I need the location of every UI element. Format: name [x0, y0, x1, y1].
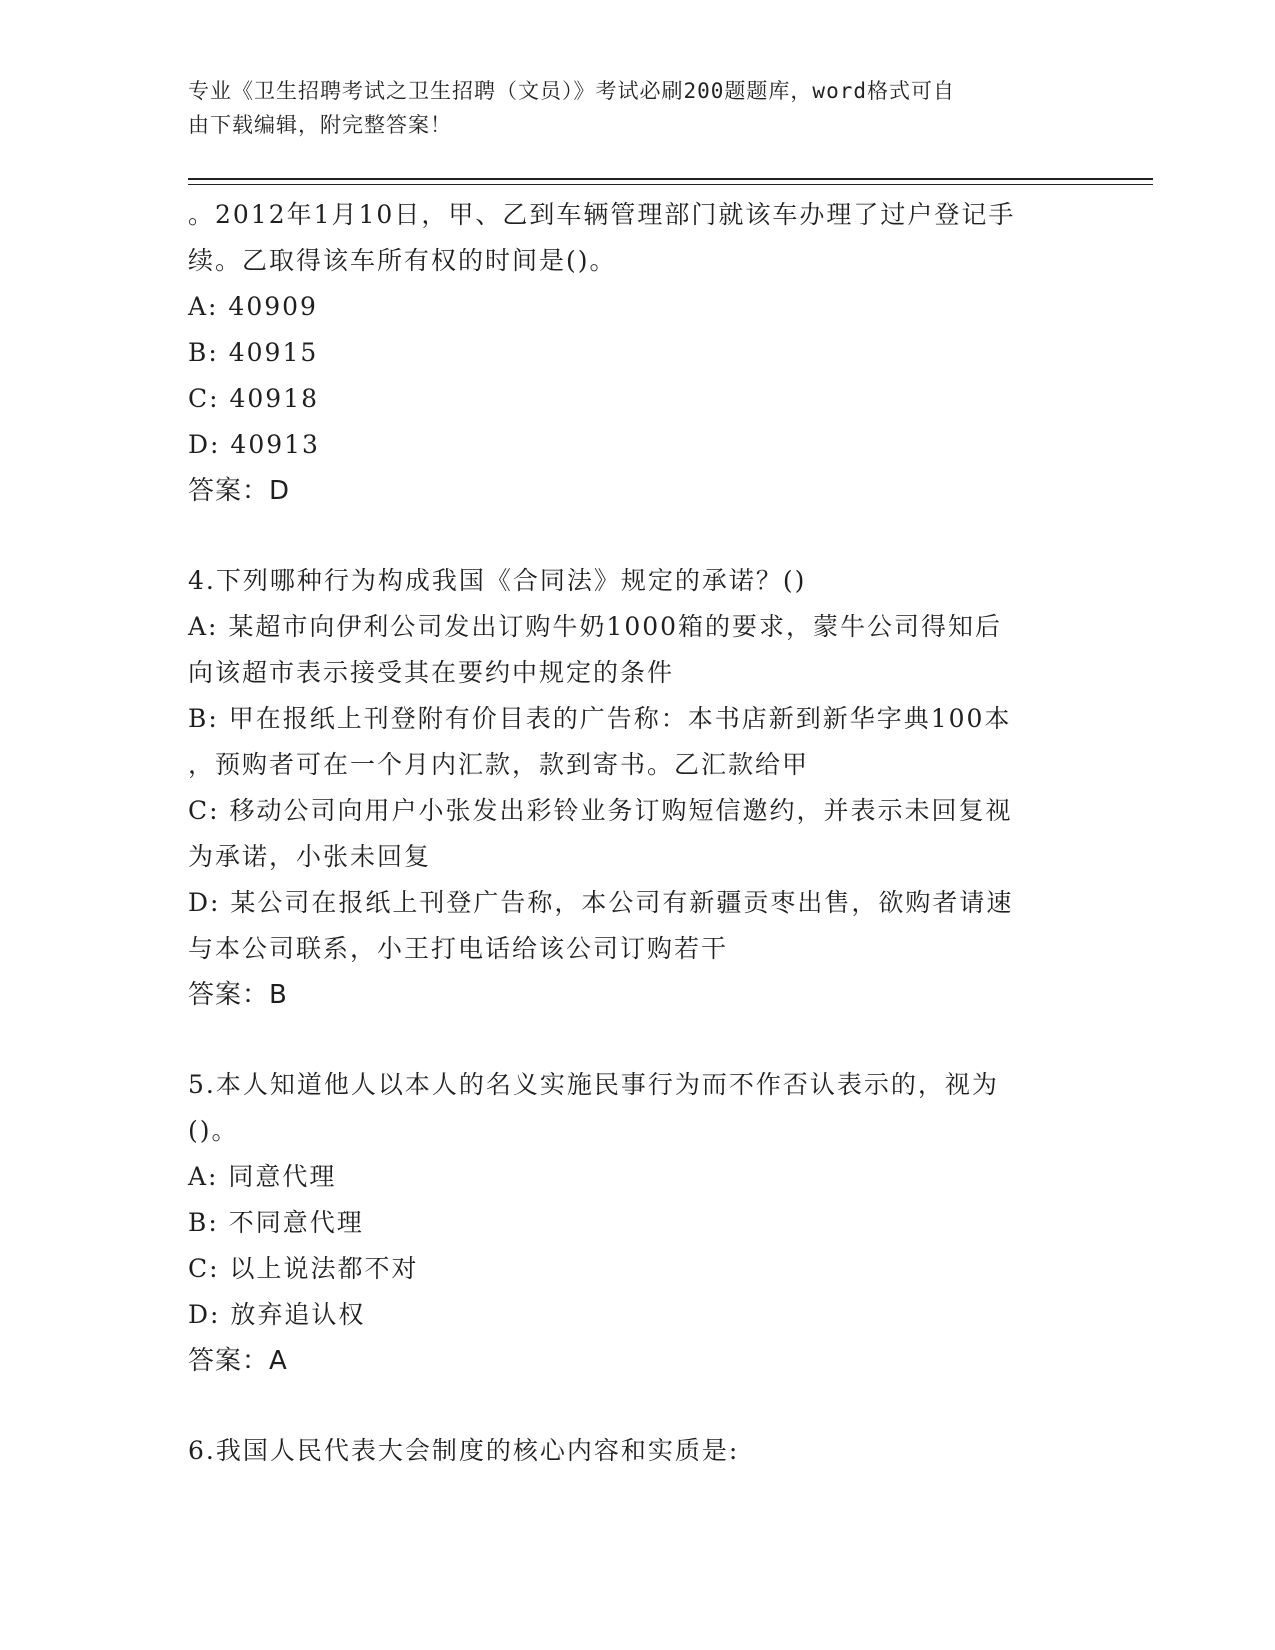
header-line-2: 由下载编辑，附完整答案！	[188, 113, 452, 137]
question-4-option-b-line-2: ，预购者可在一个月内汇款，款到寄书。乙汇款给甲	[188, 750, 810, 779]
question-3-option-a: A: 40909	[188, 292, 318, 321]
question-3-option-d: D: 40913	[188, 430, 320, 459]
question-4-text: 4.下列哪种行为构成我国《合同法》规定的承诺？()	[188, 566, 807, 595]
question-3-block	[188, 192, 1088, 514]
header-line-1: 专业《卫生招聘考试之卫生招聘（文员）》考试必刷200题题库，word格式可自	[188, 79, 955, 103]
question-4-option-b-line-1: B: 甲在报纸上刊登附有价目表的广告称：本书店新到新华字典100本	[188, 704, 1012, 733]
document-body	[188, 192, 1088, 1474]
document-header	[188, 74, 1068, 142]
question-5-text-line-1: 5.本人知道他人以本人的名义实施民事行为而不作否认表示的，视为	[188, 1070, 999, 1099]
header-rule-thick	[188, 178, 1153, 180]
spacer	[188, 1018, 1088, 1062]
question-4-option-c-line-1: C: 移动公司向用户小张发出彩铃业务订购短信邀约，并表示未回复视	[188, 796, 1013, 825]
question-5-text-line-2: ()。	[188, 1116, 239, 1145]
spacer	[188, 514, 1088, 558]
question-5-option-a: A: 同意代理	[188, 1162, 337, 1191]
question-3-text-line-1: 。2012年1月10日，甲、乙到车辆管理部门就该车办理了过户登记手	[188, 200, 1016, 229]
question-5-block	[188, 1062, 1088, 1384]
question-6-block	[188, 1428, 1088, 1474]
question-4-answer: 答案：B	[188, 980, 288, 1010]
question-4-option-c-line-2: 为承诺，小张未回复	[188, 842, 432, 871]
question-6-text: 6.我国人民代表大会制度的核心内容和实质是:	[188, 1436, 740, 1465]
spacer	[188, 1384, 1088, 1428]
question-4-option-d-line-2: 与本公司联系，小王打电话给该公司订购若干	[188, 934, 729, 963]
question-5-option-b: B: 不同意代理	[188, 1208, 364, 1237]
question-4-block	[188, 558, 1088, 1018]
header-rule-thin	[188, 184, 1153, 185]
question-3-option-b: B: 40915	[188, 338, 319, 367]
question-4-option-a-line-2: 向该超市表示接受其在要约中规定的条件	[188, 658, 675, 687]
question-5-option-c: C: 以上说法都不对	[188, 1254, 419, 1283]
question-3-text-line-2: 续。乙取得该车所有权的时间是()。	[188, 246, 617, 275]
question-3-answer: 答案：D	[188, 476, 291, 506]
question-5-answer: 答案：A	[188, 1346, 288, 1376]
question-4-option-d-line-1: D: 某公司在报纸上刊登广告称，本公司有新疆贡枣出售，欲购者请速	[188, 888, 1014, 917]
question-4-option-a-line-1: A: 某超市向伊利公司发出订购牛奶1000箱的要求，蒙牛公司得知后	[188, 612, 1003, 641]
question-5-option-d: D: 放弃追认权	[188, 1300, 366, 1329]
question-3-option-c: C: 40918	[188, 384, 320, 413]
